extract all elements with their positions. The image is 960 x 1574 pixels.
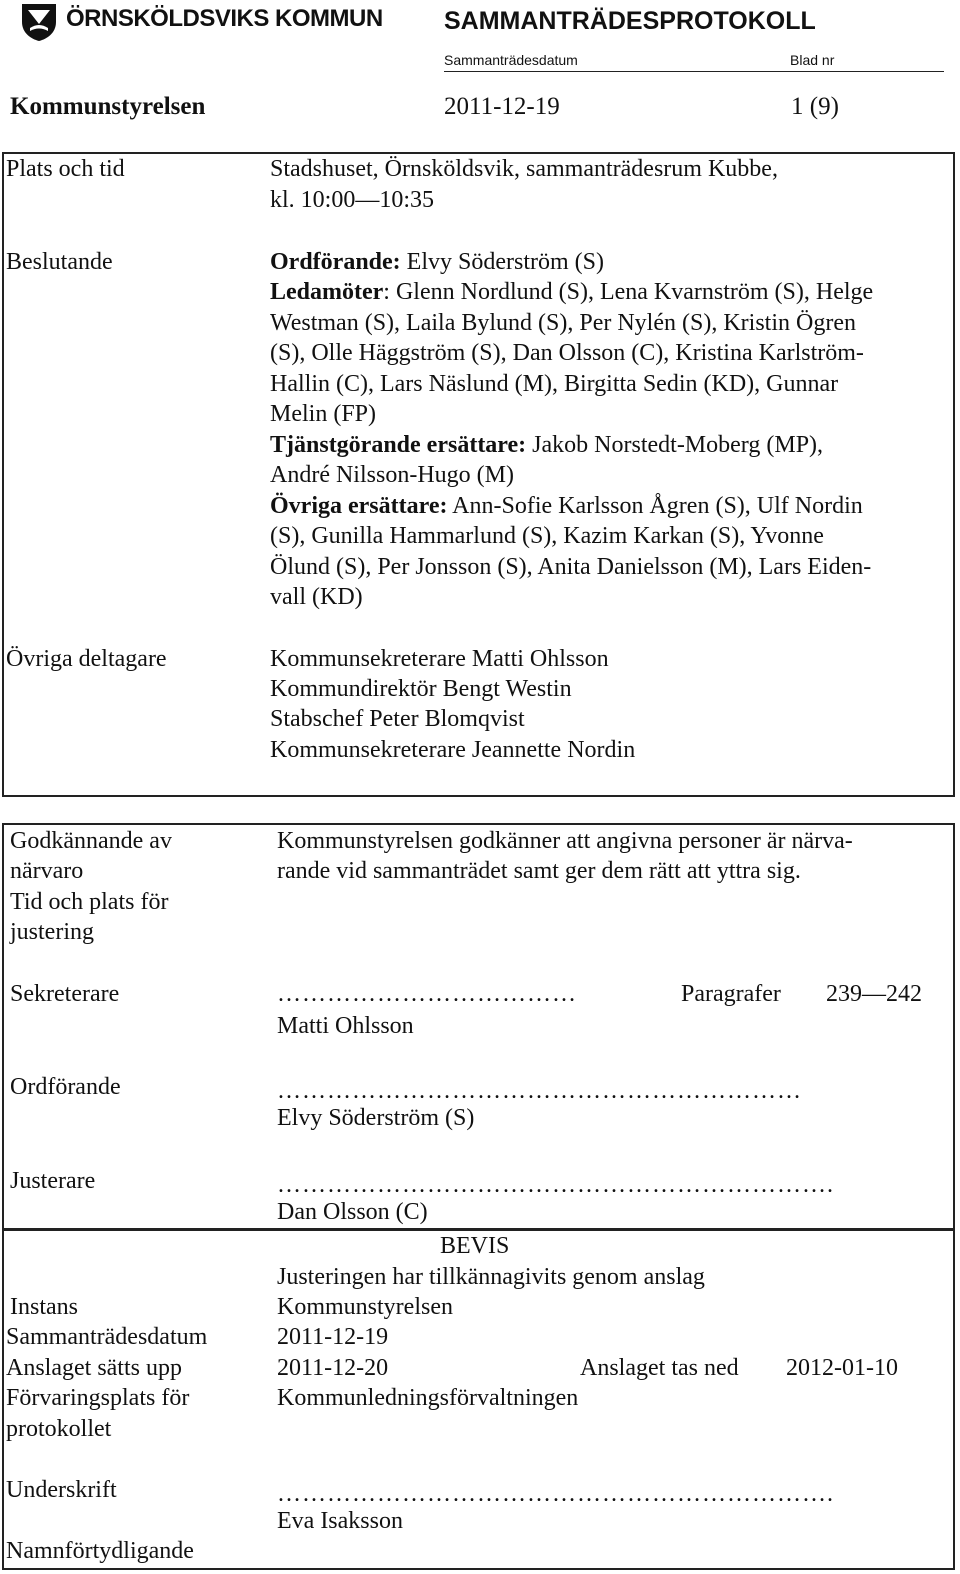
document-type: SAMMANTRÄDESPROTOKOLL [444, 7, 816, 35]
approval-text-line-1: Kommunstyrelsen godkänner att angivna personer är närva- [277, 828, 853, 854]
header-divider [444, 71, 944, 72]
approval-text-line-2: rande vid sammanträdet samt ger dem rätt att yttra sig. [277, 858, 801, 884]
certificate-title: BEVIS [440, 1233, 510, 1259]
notice-posted-label: Anslaget sätts upp [6, 1355, 182, 1381]
instance-value: Kommunstyrelsen [277, 1294, 453, 1320]
meeting-date-label: Sammanträdesdatum [444, 52, 578, 68]
participant-4: Kommunsekreterare Jeannette Nordin [270, 737, 636, 763]
page-number: 1 (9) [791, 93, 839, 120]
participant-1: Kommunsekreterare Matti Ohlsson [270, 646, 609, 672]
other-substitutes-line-3: Ölund (S), Per Jonsson (S), Anita Danielsson (M), Lars Eiden- [270, 554, 872, 580]
place-value-line-1: Stadshuset, Örnsköldsvik, sammanträdesrum Kubbe, [270, 156, 778, 182]
serving-substitutes-line-1 [270, 430, 823, 460]
chair-name: Elvy Söderström (S) [400, 249, 604, 275]
name-clarification-value: Eva Isaksson [277, 1508, 403, 1534]
other-substitutes-line-2: (S), Gunilla Hammarlund (S), Kazim Karkan (S), Yvonne [270, 523, 824, 549]
participant-3: Stabschef Peter Blomqvist [270, 706, 525, 732]
approval-label-line-2: närvaro [10, 858, 84, 884]
municipality-logo [20, 2, 58, 42]
members-line-2: Westman (S), Laila Bylund (S), Per Nylén (S), Kristin Ögren [270, 310, 856, 336]
adjuster-signature-line: …………………………………………………………. [277, 1172, 834, 1198]
paragraphs-label: Paragrafer [681, 981, 781, 1007]
chair-line [270, 247, 604, 277]
members-text: : Glenn Nordlund (S), Lena Kvarnström (S), Helge [383, 279, 874, 305]
other-substitutes-text: Ann-Sofie Karlsson Ågren (S), Ulf Nordin [447, 493, 863, 519]
page-number-label: Blad nr [790, 52, 835, 68]
other-substitutes-line-1 [270, 491, 863, 521]
approval-label-line-3: Tid och plats för [10, 889, 169, 915]
meeting-date-row-label: Sammanträdesdatum [6, 1324, 208, 1350]
adjuster-label: Justerare [10, 1168, 96, 1194]
notice-posted-value: 2011-12-20 [277, 1355, 389, 1381]
secretary-name: Matti Ohlsson [277, 1013, 414, 1039]
chair-signature-name: Elvy Söderström (S) [277, 1105, 475, 1131]
members-line-5: Melin (FP) [270, 401, 377, 427]
chair-signature-line: ……………………………………………………… [277, 1078, 802, 1104]
participant-2: Kommundirektör Bengt Westin [270, 676, 572, 702]
notice-removed-value: 2012-01-10 [786, 1355, 898, 1381]
place-and-time-label: Plats och tid [6, 156, 125, 182]
other-substitutes-line-4: vall (KD) [270, 584, 363, 610]
chair-heading: Ordförande: [270, 249, 401, 275]
members-line-3: (S), Olle Häggström (S), Dan Olsson (C), Kristina Karlström- [270, 340, 864, 366]
org-name: ÖRNSKÖLDSVIKS KOMMUN [66, 5, 383, 32]
storage-value: Kommunledningsförvaltningen [277, 1385, 579, 1411]
secretary-label: Sekreterare [10, 981, 120, 1007]
storage-label-line-1: Förvaringsplats för [6, 1385, 190, 1411]
serving-substitutes-heading: Tjänstgörande ersättare: [270, 432, 527, 458]
meeting-date: 2011-12-19 [444, 93, 560, 120]
secretary-signature-line: ……………………………… [277, 981, 577, 1007]
coat-of-arms-icon [20, 2, 58, 42]
signature-label: Underskrift [6, 1477, 117, 1503]
members-heading: Ledamöter [270, 279, 384, 305]
other-participants-label: Övriga deltagare [6, 646, 167, 672]
serving-substitutes-text: Jakob Norstedt-Moberg (MP), [526, 432, 824, 458]
name-clarification-label: Namnförtydligande [6, 1538, 194, 1564]
decision-makers-label: Beslutande [6, 249, 113, 275]
paragraphs-value: 239—242 [826, 981, 922, 1007]
signature-line: …………………………………………………………. [277, 1481, 834, 1507]
approval-label-line-1: Godkännande av [10, 828, 172, 854]
members-line-1 [270, 277, 873, 307]
chair-signature-label: Ordförande [10, 1074, 121, 1100]
meeting-date-row-value: 2011-12-19 [277, 1324, 389, 1350]
committee-name: Kommunstyrelsen [10, 93, 206, 120]
instance-label: Instans [10, 1294, 78, 1320]
members-line-4: Hallin (C), Lars Näslund (M), Birgitta Sedin (KD), Gunnar [270, 371, 839, 397]
storage-label-line-2: protokollet [6, 1416, 112, 1442]
certificate-subtitle: Justeringen har tillkännagivits genom anslag [277, 1264, 705, 1290]
approval-label-line-4: justering [10, 919, 94, 945]
adjuster-name: Dan Olsson (C) [277, 1199, 428, 1225]
place-value-line-2: kl. 10:00—10:35 [270, 187, 435, 213]
serving-substitutes-line-2: André Nilsson-Hugo (M) [270, 462, 514, 488]
notice-removed-label: Anslaget tas ned [580, 1355, 739, 1381]
other-substitutes-heading: Övriga ersättare: [270, 493, 448, 519]
